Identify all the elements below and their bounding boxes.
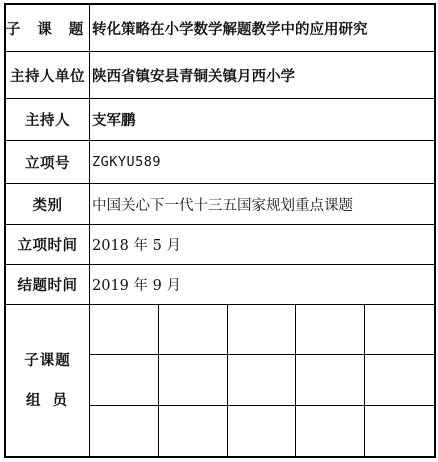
member-cell[interactable] [159,305,228,355]
members-grid [90,305,434,456]
member-cell[interactable] [365,406,434,456]
row-subtopic [6,5,434,52]
member-cell[interactable] [159,355,228,405]
members-label-line2: 组员 [26,391,79,409]
host-unit-value: 陕西省镇安县青铜关镇月西小学 [92,67,295,85]
member-cell[interactable] [296,355,365,405]
row-completion-date [6,265,434,305]
member-cell[interactable] [296,406,365,456]
member-cell[interactable] [296,305,365,355]
row-host [6,99,434,141]
row-approval-date [6,225,434,265]
member-cell[interactable] [228,355,297,405]
member-cell[interactable] [90,355,159,405]
category-label: 类别 [6,184,90,224]
subtopic-value: 转化策略在小学数学解题教学中的应用研究 [92,20,368,38]
approval-date-label: 立项时间 [6,225,90,264]
row-project-number [6,141,434,184]
member-cell[interactable] [365,305,434,355]
members-label [6,305,90,456]
host-label: 主持人 [6,99,90,140]
completion-date-value: 2019 年 9 月 [92,278,181,294]
member-cell[interactable] [228,305,297,355]
project-number-value: ZGKYU589 [92,154,162,170]
subtopic-label: 子 课 题 [6,5,90,51]
host-value: 支军鹏 [92,112,136,129]
approval-date-value: 2018 年 5 月 [92,238,181,254]
completion-date-label: 结题时间 [6,265,90,304]
members-section [6,305,434,456]
project-number-label: 立项号 [6,141,90,183]
host-unit-label: 主持人单位 [6,52,90,98]
member-cell[interactable] [90,305,159,355]
member-cell[interactable] [365,355,434,405]
member-cell[interactable] [159,406,228,456]
row-category [6,184,434,225]
members-label-line1: 子课题 [24,351,71,369]
row-host-unit [6,52,434,99]
member-cell[interactable] [90,406,159,456]
project-info-table [4,3,436,458]
category-value: 中国关心下一代十三五国家规划重点课题 [92,197,353,214]
member-cell[interactable] [228,406,297,456]
